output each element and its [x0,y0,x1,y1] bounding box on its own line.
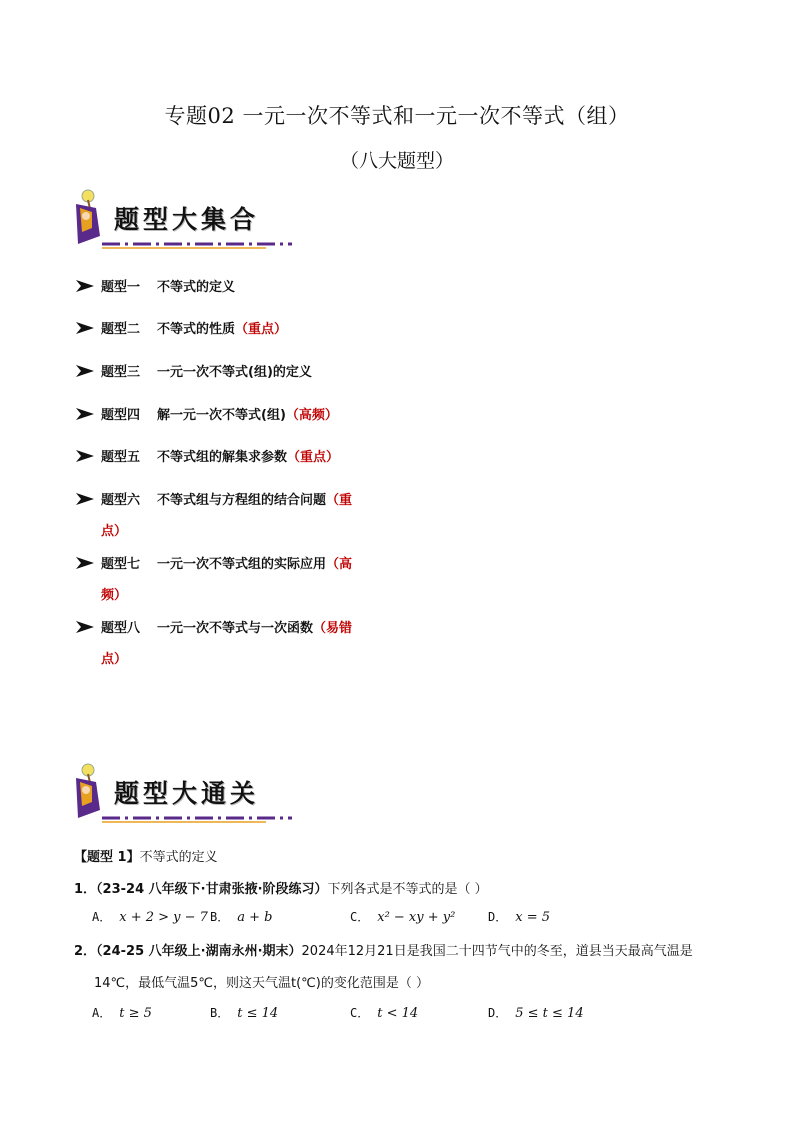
toc-item [74,276,235,295]
arrow-bullet-icon [74,278,96,294]
banner-collection-text: 题型大集合 [114,205,260,234]
arrow-bullet-icon [74,619,96,635]
toc-item-text: 不等式的性质 [157,322,236,337]
banner-pass-text: 题型大通关 [114,779,260,808]
arrow-bullet-icon [74,320,96,336]
section-title: 不等式的定义 [139,850,218,865]
option-a: A． x + 2 > y − 7 [92,910,208,925]
option-d: D． 5 ≤ t ≤ 14 [488,1006,584,1021]
question-stem: 2024年12月21日是我国二十四节气中的冬至，道县当天最高气温是 [301,944,693,959]
toc-item-label: 题型六 [101,493,141,508]
toc-item-label: 题型一 [101,280,141,295]
question-source: （23-24 八年级下·甘肃张掖·阶段练习） [96,882,328,897]
toc-item-text: 一元一次不等式组的实际应用 [157,557,327,572]
question-2 [74,940,693,959]
toc-item [74,489,352,508]
arrow-bullet-icon [74,363,96,379]
toc-item-tag: （高频） [285,408,338,423]
banner-pass [66,760,296,830]
question-source: （24-25 八年级上·湖南永州·期末） [96,944,302,959]
section-heading [74,846,218,865]
option-b: B． t ≤ 14 [210,1006,279,1021]
toc-item-label: 题型五 [101,450,141,465]
toc-item-label: 题型四 [101,408,141,423]
toc-item [74,617,352,636]
arrow-bullet-icon [74,555,96,571]
toc-item-label: 题型二 [101,322,141,337]
toc-item-label: 题型七 [101,557,141,572]
question-number: 1． [74,882,97,897]
arrow-bullet-icon [74,406,96,422]
toc-item-text: 不等式的定义 [157,280,236,295]
toc-item-text: 不等式组的解集求参数 [157,450,288,465]
option-c: C． x² − xy + y² [350,910,456,925]
toc-item-tag: （易错 [313,621,353,636]
toc-item-tag-cont: 点） [101,524,128,539]
toc-item-tag-cont: 频） [101,588,128,603]
option-d: D． x = 5 [488,910,550,925]
toc-item-label: 题型八 [101,621,141,636]
banner-collection [66,186,296,256]
toc-item [74,318,287,337]
section-label: 【题型 1】 [74,850,140,865]
toc-item-label: 题型三 [101,365,141,380]
option-b: B． a + b [210,910,273,925]
toc-item [74,553,352,572]
question-number: 2． [74,944,97,959]
toc-item-text: 一元一次不等式(组)的定义 [157,365,312,380]
toc-item-tag-cont: 点） [101,652,128,667]
question-1 [74,878,488,897]
toc-item [74,404,338,423]
option-a: A． t ≥ 5 [92,1006,152,1021]
page-subtitle: （八大题型） [339,150,454,172]
toc-item-tag: （重 [326,493,353,508]
toc-item-tag: （重点） [235,322,288,337]
option-c: C． t < 14 [350,1006,419,1021]
toc-item-tag: （高 [326,557,353,572]
arrow-bullet-icon [74,491,96,507]
question-2-stem-cont: 14℃，最低气温5℃，则这天气温t(℃)的变化范围是（ ） [94,976,429,991]
question-stem: 下列各式是不等式的是（ ） [327,882,488,897]
toc-item-text: 解一元一次不等式(组) [157,408,286,423]
toc-item-text: 不等式组与方程组的结合问题 [157,493,327,508]
arrow-bullet-icon [74,448,96,464]
toc-item [74,446,339,465]
toc-item [74,361,312,380]
toc-item-tag: （重点） [287,450,340,465]
page-title: 专题02 一元一次不等式和一元一次不等式（组） [164,104,630,128]
toc-item-text: 一元一次不等式与一次函数 [157,621,314,636]
